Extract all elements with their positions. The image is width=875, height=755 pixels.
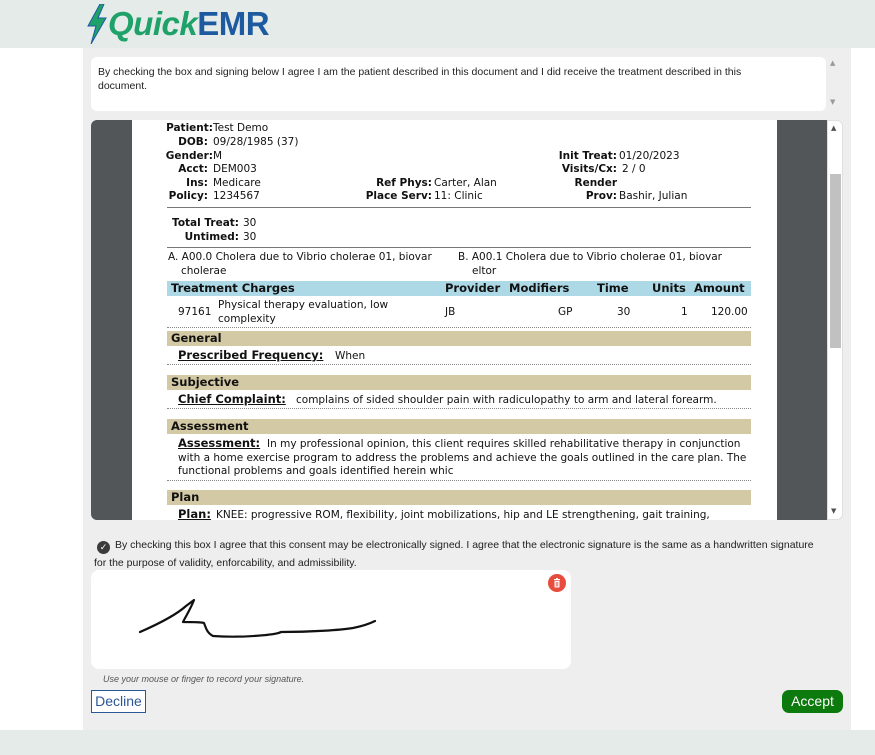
document-viewer[interactable]: [91, 120, 827, 520]
ins-value: Medicare: [213, 177, 261, 189]
prescribed-frequency-label: Prescribed Frequency:: [178, 348, 324, 362]
visits-value: 2 / 0: [622, 163, 646, 175]
gender-label: Gender:: [165, 150, 213, 162]
logo-text-emr: EMR: [197, 5, 270, 42]
charge-provider: JB: [445, 306, 456, 318]
diagnosis-b-line2: eltor: [472, 265, 497, 277]
trash-icon[interactable]: [548, 574, 566, 592]
charge-modifier: GP: [558, 306, 573, 318]
scroll-down-arrow-icon[interactable]: ▼: [831, 507, 837, 515]
plan-value: KNEE: progressive ROM, flexibility, joint mobilizations, hip and LE strengthening, gait training,: [216, 509, 710, 520]
prescribed-frequency-value: When: [335, 350, 366, 362]
policy-label: Policy:: [168, 190, 208, 202]
decline-button[interactable]: Decline: [91, 690, 146, 713]
assessment-line3: functional problems and goals identified herein whic: [178, 465, 454, 477]
acct-value: DEM003: [213, 163, 257, 175]
consent-statement-box: [91, 57, 826, 111]
dob-value: 09/28/1985 (37): [213, 136, 299, 148]
gender-value: M: [213, 150, 223, 162]
treatment-charges-header: [167, 281, 751, 296]
scroll-up-arrow-icon[interactable]: ▲: [830, 59, 836, 67]
inittreat-value: 01/20/2023: [619, 150, 680, 162]
divider: [167, 327, 751, 328]
document-scrollbar[interactable]: [827, 120, 843, 520]
section-subjective-title: Subjective: [171, 375, 239, 389]
app-header: [0, 0, 875, 48]
left-margin: [0, 48, 83, 730]
diagnosis-a-line2: cholerae: [181, 265, 227, 277]
consent-checkbox[interactable]: ✓: [97, 541, 110, 554]
divider: [167, 480, 751, 481]
refphys-label: Ref Phys:: [376, 177, 432, 189]
inittreat-label: Init Treat:: [558, 150, 617, 162]
patient-value: Test Demo: [213, 122, 269, 134]
render-label: Render: [574, 177, 617, 189]
visits-label: Visits/Cx:: [561, 163, 617, 175]
policy-value: 1234567: [213, 190, 260, 202]
logo-text-quick: Quick: [108, 5, 198, 42]
divider: [167, 207, 751, 208]
consent-scrollbar[interactable]: [828, 57, 840, 111]
charges-col-modifiers: Modifiers: [509, 281, 570, 295]
plan-label: Plan:: [178, 507, 211, 520]
prov-value: Bashir, Julian: [619, 190, 688, 202]
charges-col-time: Time: [597, 281, 629, 295]
accept-button[interactable]: Accept: [782, 690, 843, 713]
section-general-header: [167, 331, 751, 346]
charge-desc-line1: Physical therapy evaluation, low: [218, 299, 389, 311]
diagnosis-a-line1: A. A00.0 Cholera due to Vibrio cholerae 01, biovar: [168, 251, 432, 263]
refphys-value: Carter, Alan: [434, 177, 497, 189]
dob-label: DOB:: [178, 136, 208, 148]
untimed-value: 30: [243, 231, 257, 243]
assessment-label: Assessment:: [178, 436, 261, 450]
section-assessment-title: Assessment: [171, 419, 249, 433]
prov-label: Prov:: [585, 190, 617, 202]
charge-amount: 120.00: [711, 306, 748, 318]
charges-title: Treatment Charges: [171, 281, 295, 295]
charges-col-amount: Amount: [694, 281, 745, 295]
placeserv-value: 11: Clinic: [434, 190, 483, 202]
consent-checkbox-row: [94, 536, 824, 572]
section-assessment-header: [167, 419, 751, 434]
section-subjective-header: [167, 375, 751, 390]
consent-statement-text: By checking the box and signing below I agree I am the patient described in this document and I did receive the treatment described in this document.: [98, 66, 742, 92]
charge-units: 1: [681, 306, 688, 318]
acct-label: Acct:: [178, 163, 208, 175]
divider: [167, 247, 751, 248]
right-margin: [851, 48, 875, 730]
divider: [167, 364, 751, 365]
charges-col-provider: Provider: [445, 281, 501, 295]
quickemr-logo: [86, 2, 269, 46]
scroll-up-arrow-icon[interactable]: ▲: [831, 124, 837, 132]
patient-label: Patient:: [166, 122, 213, 134]
scroll-down-arrow-icon[interactable]: ▼: [830, 98, 836, 106]
totaltreat-value: 30: [243, 217, 257, 229]
totaltreat-label: Total Treat:: [172, 217, 239, 229]
assessment-line1: In my professional opinion, this client requires skilled rehabilitative therapy in conjunction: [267, 438, 741, 450]
charge-desc-line2: complexity: [218, 313, 276, 325]
ins-label: Ins:: [186, 177, 208, 189]
scrollbar-thumb[interactable]: [830, 174, 841, 348]
charges-col-units: Units: [652, 281, 686, 295]
footer-bar: [0, 730, 875, 755]
document-page: [132, 120, 777, 520]
untimed-label: Untimed:: [184, 231, 239, 243]
chief-complaint-value: complains of sided shoulder pain with radiculopathy to arm and lateral forearm.: [296, 394, 717, 406]
section-general-title: General: [171, 331, 222, 345]
lightning-bolt-icon: [86, 4, 108, 44]
assessment-line2: with a home exercise program to address the problems and achieve the goals outlined in the care plan. The: [178, 452, 747, 464]
section-plan-header: [167, 490, 751, 505]
consent-checkbox-label: By checking this box I agree that this consent may be electronically signed. I agree that the electronic signature is the same as a handwritten signature for the purpose of validity, enforcability, and admissibility.: [94, 539, 814, 569]
placeserv-label: Place Serv:: [365, 190, 432, 202]
signature-stroke: [91, 570, 571, 669]
divider: [167, 408, 751, 409]
charge-code: 97161: [178, 306, 212, 318]
diagnosis-b-line1: B. A00.1 Cholera due to Vibrio cholerae 01, biovar: [458, 251, 722, 263]
chief-complaint-label: Chief Complaint:: [178, 392, 286, 406]
section-plan-title: Plan: [171, 490, 200, 504]
signature-pad[interactable]: [91, 570, 571, 669]
signature-hint: Use your mouse or finger to record your signature.: [103, 674, 305, 684]
charge-time: 30: [617, 306, 631, 318]
